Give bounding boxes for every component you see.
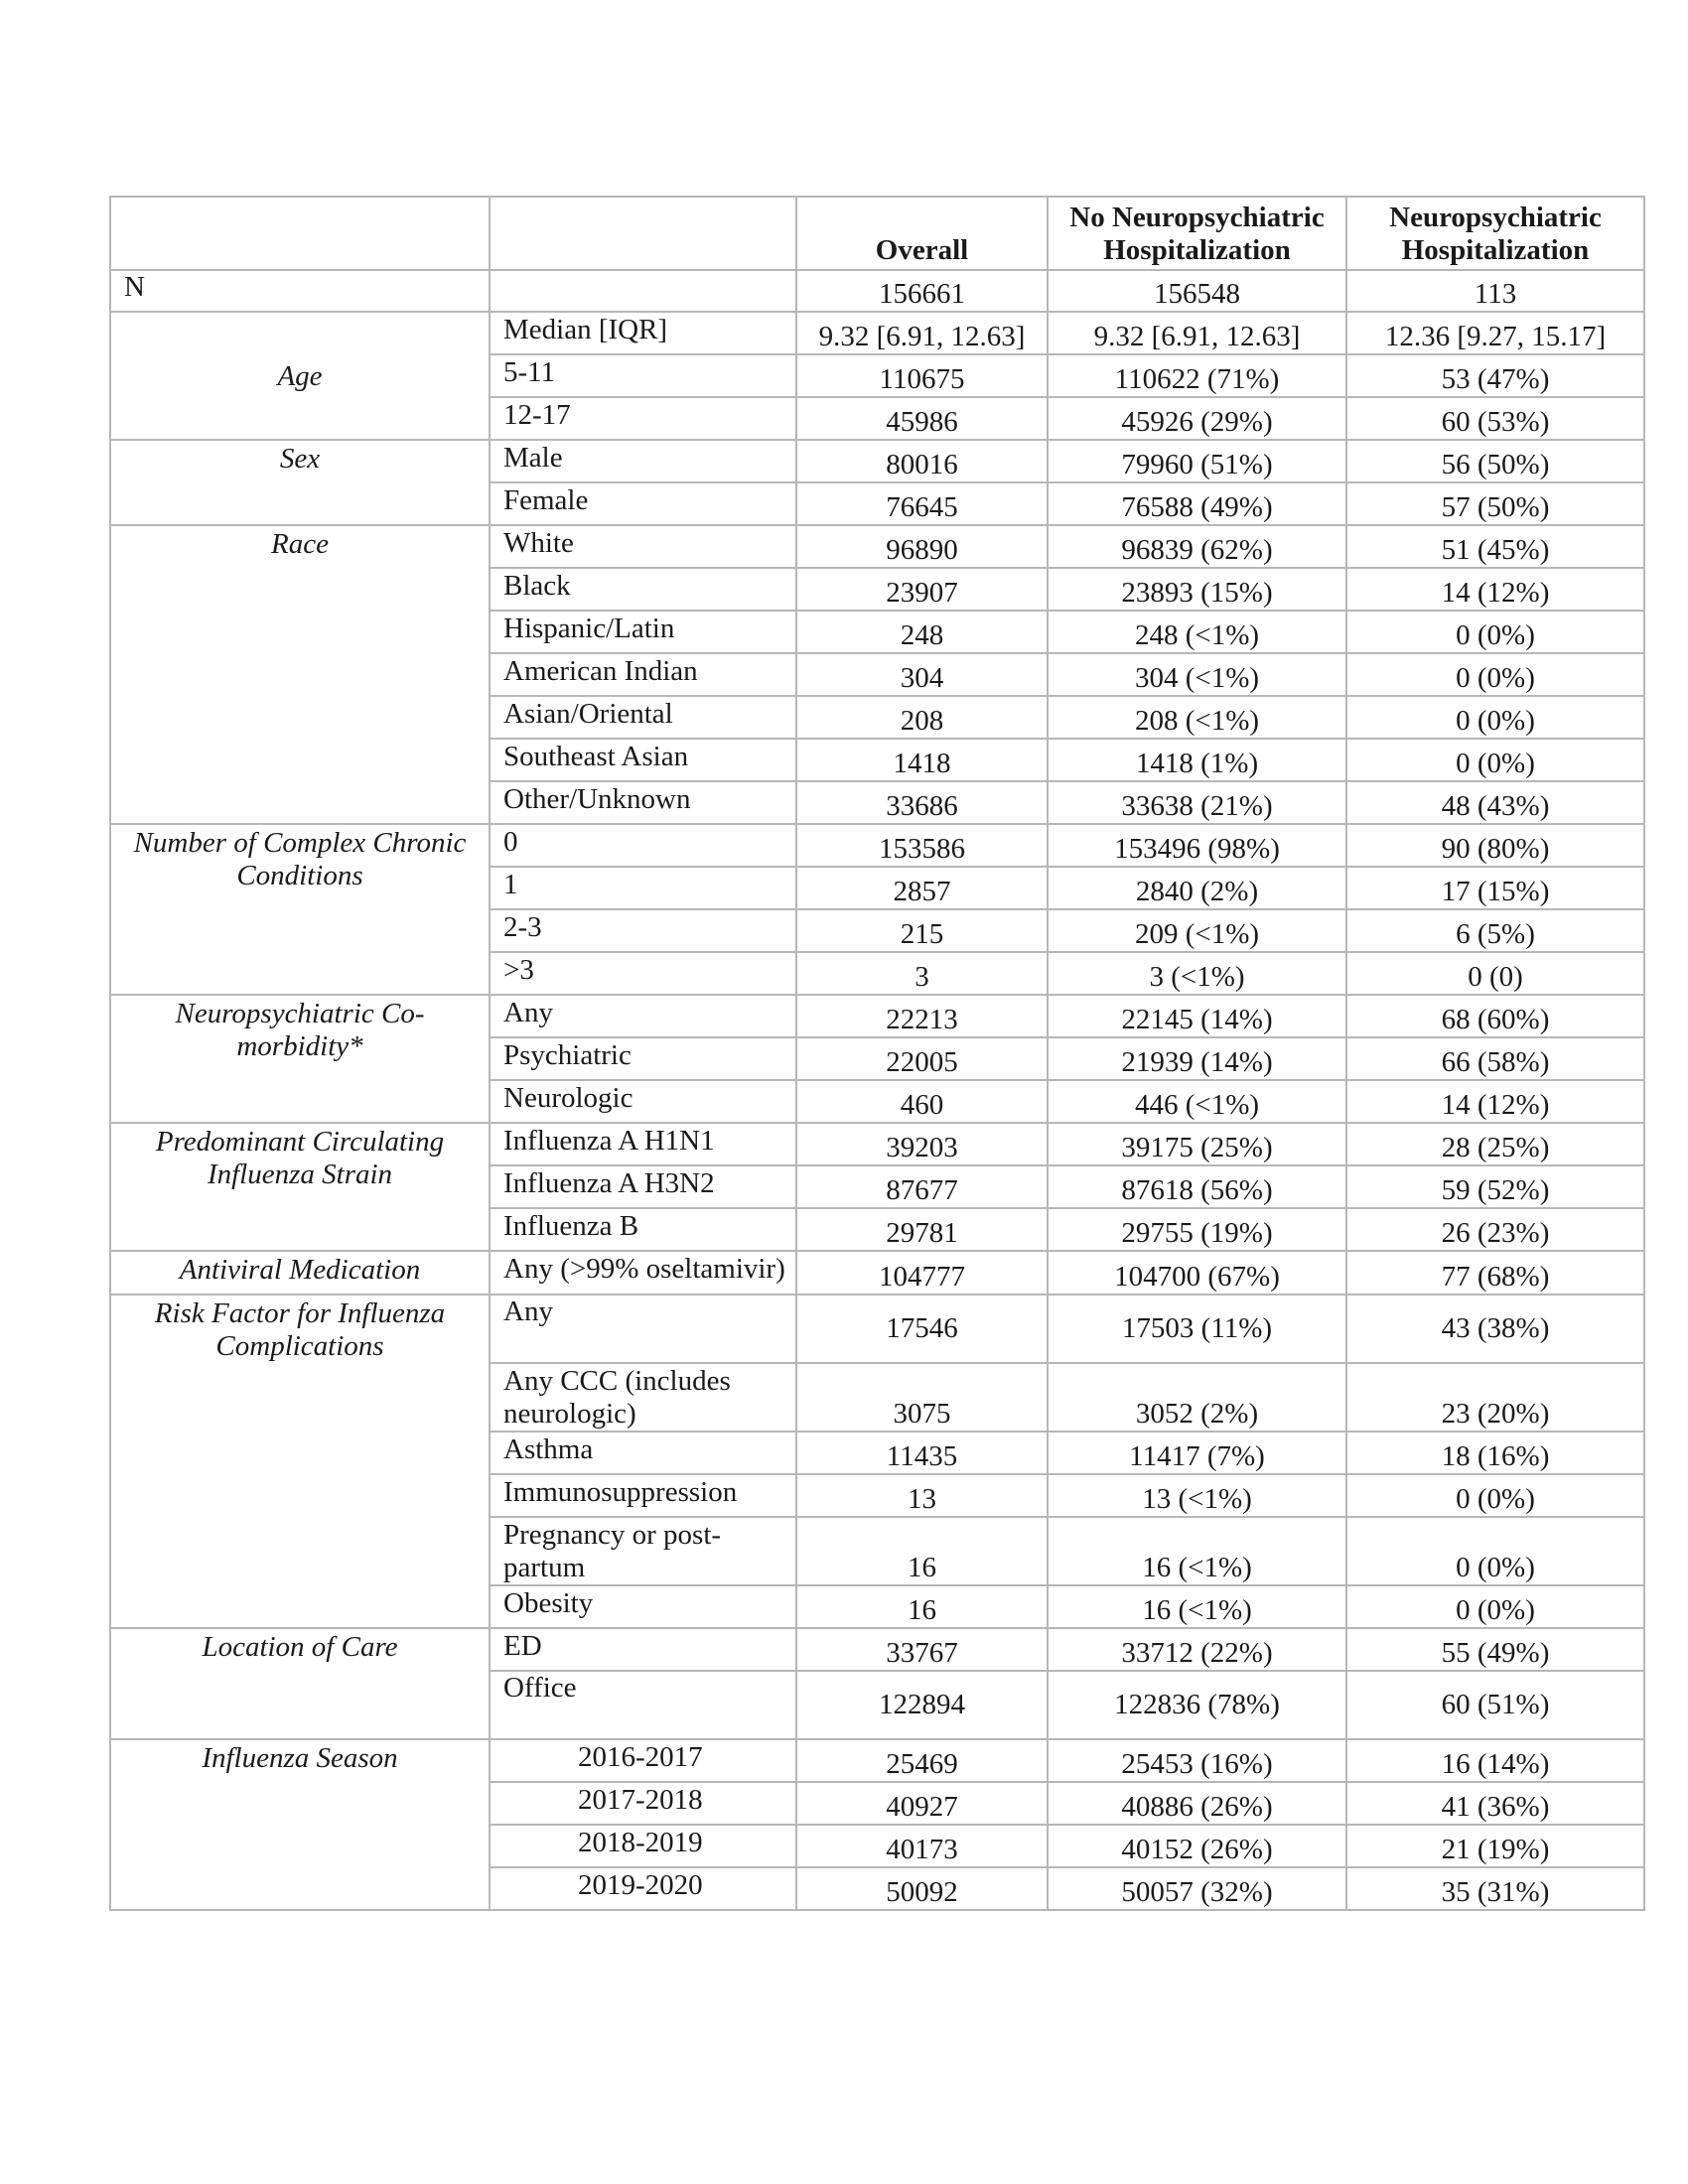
row-label: Asthma (490, 1432, 796, 1474)
cell-no-np: 33712 (22%) (1048, 1628, 1346, 1671)
cell-overall: 16 (796, 1585, 1048, 1628)
cell-np: 51 (45%) (1346, 525, 1644, 568)
cell-np: 59 (52%) (1346, 1165, 1644, 1208)
row-label: Male (490, 440, 796, 482)
row-label: Pregnancy or post-partum (490, 1517, 796, 1585)
cell-no-np: 25453 (16%) (1048, 1739, 1346, 1782)
cell-np: 12.36 [9.27, 15.17] (1346, 312, 1644, 354)
cell-overall: 16 (796, 1517, 1048, 1585)
cell-np: 0 (0%) (1346, 611, 1644, 653)
row-label: Female (490, 482, 796, 525)
header-neuropsychiatric-hospitalization: Neuropsychiatric Hospitalization (1346, 197, 1644, 270)
cell-np: 53 (47%) (1346, 354, 1644, 397)
n-blank (490, 270, 796, 312)
cell-overall: 9.32 [6.91, 12.63] (796, 312, 1048, 354)
cell-overall: 17546 (796, 1295, 1048, 1363)
cell-no-np: 248 (<1%) (1048, 611, 1346, 653)
cell-no-np: 16 (<1%) (1048, 1585, 1346, 1628)
cell-np: 16 (14%) (1346, 1739, 1644, 1782)
cell-np: 0 (0%) (1346, 739, 1644, 781)
cell-np: 18 (16%) (1346, 1432, 1644, 1474)
cell-overall: 87677 (796, 1165, 1048, 1208)
row-label: Influenza B (490, 1208, 796, 1251)
row-label: Black (490, 568, 796, 611)
cell-no-np: 1418 (1%) (1048, 739, 1346, 781)
cell-no-np: 16 (<1%) (1048, 1517, 1346, 1585)
cell-overall: 153586 (796, 824, 1048, 867)
table-row (110, 1628, 1644, 1671)
cell-np: 14 (12%) (1346, 568, 1644, 611)
row-label: >3 (490, 952, 796, 995)
row-label: Hispanic/Latin (490, 611, 796, 653)
table-row (110, 1739, 1644, 1782)
cell-np: 0 (0%) (1346, 1517, 1644, 1585)
row-label: Any (>99% oseltamivir) (490, 1251, 796, 1295)
cell-overall: 3 (796, 952, 1048, 995)
cell-np: 17 (15%) (1346, 867, 1644, 909)
cell-overall: 45986 (796, 397, 1048, 440)
cell-no-np: 23893 (15%) (1048, 568, 1346, 611)
cell-overall: 80016 (796, 440, 1048, 482)
cell-no-np: 29755 (19%) (1048, 1208, 1346, 1251)
cell-overall: 110675 (796, 354, 1048, 397)
row-label: Asian/Oriental (490, 696, 796, 739)
table-row (110, 440, 1644, 482)
header-blank-1 (110, 197, 490, 270)
cell-no-np: 304 (<1%) (1048, 653, 1346, 696)
cell-no-np: 209 (<1%) (1048, 909, 1346, 952)
table-row (110, 525, 1644, 568)
cell-overall: 304 (796, 653, 1048, 696)
cell-overall: 13 (796, 1474, 1048, 1517)
table-row (110, 312, 1644, 354)
cell-np: 57 (50%) (1346, 482, 1644, 525)
cell-no-np: 446 (<1%) (1048, 1080, 1346, 1123)
row-label: White (490, 525, 796, 568)
cell-no-np: 104700 (67%) (1048, 1251, 1346, 1295)
cell-overall: 208 (796, 696, 1048, 739)
row-label: 2017-2018 (490, 1782, 796, 1825)
cell-no-np: 21939 (14%) (1048, 1037, 1346, 1080)
cell-np: 28 (25%) (1346, 1123, 1644, 1165)
cell-overall: 50092 (796, 1867, 1048, 1910)
cell-no-np: 79960 (51%) (1048, 440, 1346, 482)
cell-overall: 39203 (796, 1123, 1048, 1165)
cell-np: 0 (0) (1346, 952, 1644, 995)
cell-np: 60 (51%) (1346, 1671, 1644, 1739)
cohort-characteristics-table (109, 196, 1645, 1911)
table-row (110, 1251, 1644, 1295)
cell-overall: 104777 (796, 1251, 1048, 1295)
table-row (110, 1295, 1644, 1363)
cell-no-np: 87618 (56%) (1048, 1165, 1346, 1208)
cell-no-np: 96839 (62%) (1048, 525, 1346, 568)
group-label-antiviral-medication: Antiviral Medication (110, 1251, 490, 1295)
cell-np: 43 (38%) (1346, 1295, 1644, 1363)
n-no-neuropsychiatric: 156548 (1048, 270, 1346, 312)
cell-np: 0 (0%) (1346, 1585, 1644, 1628)
cell-no-np: 3 (<1%) (1048, 952, 1346, 995)
cell-no-np: 13 (<1%) (1048, 1474, 1346, 1517)
cell-no-np: 110622 (71%) (1048, 354, 1346, 397)
cell-overall: 40173 (796, 1825, 1048, 1867)
row-label: 12-17 (490, 397, 796, 440)
cell-np: 77 (68%) (1346, 1251, 1644, 1295)
cell-np: 90 (80%) (1346, 824, 1644, 867)
cell-no-np: 11417 (7%) (1048, 1432, 1346, 1474)
cell-overall: 40927 (796, 1782, 1048, 1825)
table-container (109, 196, 1643, 1911)
cell-overall: 122894 (796, 1671, 1048, 1739)
cell-overall: 248 (796, 611, 1048, 653)
cell-np: 48 (43%) (1346, 781, 1644, 824)
row-label: Immunosuppression (490, 1474, 796, 1517)
row-label: Obesity (490, 1585, 796, 1628)
row-label: ED (490, 1628, 796, 1671)
cell-overall: 33686 (796, 781, 1048, 824)
row-label: 2-3 (490, 909, 796, 952)
cell-overall: 33767 (796, 1628, 1048, 1671)
n-row (110, 270, 1644, 312)
cell-np: 26 (23%) (1346, 1208, 1644, 1251)
row-label: Any CCC (includes neurologic) (490, 1363, 796, 1432)
n-label: N (110, 270, 490, 312)
cell-no-np: 122836 (78%) (1048, 1671, 1346, 1739)
row-label: 2016-2017 (490, 1739, 796, 1782)
cell-np: 0 (0%) (1346, 653, 1644, 696)
row-label: American Indian (490, 653, 796, 696)
cell-np: 55 (49%) (1346, 1628, 1644, 1671)
row-label: 5-11 (490, 354, 796, 397)
header-blank-2 (490, 197, 796, 270)
cell-no-np: 3052 (2%) (1048, 1363, 1346, 1432)
cell-np: 60 (53%) (1346, 397, 1644, 440)
cell-overall: 460 (796, 1080, 1048, 1123)
group-label-race: Race (110, 525, 490, 824)
cell-overall: 23907 (796, 568, 1048, 611)
cell-np: 23 (20%) (1346, 1363, 1644, 1432)
cell-no-np: 40152 (26%) (1048, 1825, 1346, 1867)
cell-no-np: 33638 (21%) (1048, 781, 1346, 824)
cell-no-np: 17503 (11%) (1048, 1295, 1346, 1363)
group-label-predominant-circulating-influenza-strain: Predominant Circulating Influenza Strain (110, 1123, 490, 1251)
cell-np: 56 (50%) (1346, 440, 1644, 482)
cell-overall: 2857 (796, 867, 1048, 909)
header-row (110, 197, 1644, 270)
group-label-location-of-care: Location of Care (110, 1628, 490, 1739)
cell-np: 6 (5%) (1346, 909, 1644, 952)
cell-no-np: 208 (<1%) (1048, 696, 1346, 739)
header-no-neuropsychiatric-hospitalization: No Neuropsychiatric Hospitalization (1048, 197, 1346, 270)
row-label: Any (490, 995, 796, 1037)
row-label: 0 (490, 824, 796, 867)
row-label: Influenza A H3N2 (490, 1165, 796, 1208)
cell-no-np: 50057 (32%) (1048, 1867, 1346, 1910)
cell-np: 21 (19%) (1346, 1825, 1644, 1867)
row-label: Median [IQR] (490, 312, 796, 354)
cell-no-np: 22145 (14%) (1048, 995, 1346, 1037)
cell-overall: 29781 (796, 1208, 1048, 1251)
cell-overall: 22005 (796, 1037, 1048, 1080)
cell-no-np: 9.32 [6.91, 12.63] (1048, 312, 1346, 354)
row-label: 2019-2020 (490, 1867, 796, 1910)
row-label: Any (490, 1295, 796, 1363)
cell-np: 0 (0%) (1346, 1474, 1644, 1517)
cell-no-np: 76588 (49%) (1048, 482, 1346, 525)
cell-no-np: 40886 (26%) (1048, 1782, 1346, 1825)
cell-overall: 1418 (796, 739, 1048, 781)
cell-no-np: 39175 (25%) (1048, 1123, 1346, 1165)
group-label-age: Age (110, 312, 490, 440)
cell-np: 35 (31%) (1346, 1867, 1644, 1910)
row-label: 1 (490, 867, 796, 909)
group-label-influenza-season: Influenza Season (110, 1739, 490, 1910)
row-label: Influenza A H1N1 (490, 1123, 796, 1165)
cell-np: 66 (58%) (1346, 1037, 1644, 1080)
cell-overall: 3075 (796, 1363, 1048, 1432)
row-label: Office (490, 1671, 796, 1739)
cell-no-np: 2840 (2%) (1048, 867, 1346, 909)
cell-overall: 25469 (796, 1739, 1048, 1782)
n-overall: 156661 (796, 270, 1048, 312)
group-label-sex: Sex (110, 440, 490, 525)
header-overall: Overall (796, 197, 1048, 270)
table-row (110, 995, 1644, 1037)
cell-no-np: 153496 (98%) (1048, 824, 1346, 867)
table-row (110, 824, 1644, 867)
cell-no-np: 45926 (29%) (1048, 397, 1346, 440)
cell-overall: 96890 (796, 525, 1048, 568)
cell-np: 14 (12%) (1346, 1080, 1644, 1123)
cell-np: 41 (36%) (1346, 1782, 1644, 1825)
row-label: Other/Unknown (490, 781, 796, 824)
group-label-number-of-complex-chronic-conditions: Number of Complex Chronic Conditions (110, 824, 490, 995)
cell-np: 0 (0%) (1346, 696, 1644, 739)
row-label: Psychiatric (490, 1037, 796, 1080)
table-row (110, 1123, 1644, 1165)
cell-overall: 215 (796, 909, 1048, 952)
cell-overall: 76645 (796, 482, 1048, 525)
cell-np: 68 (60%) (1346, 995, 1644, 1037)
row-label: Neurologic (490, 1080, 796, 1123)
row-label: Southeast Asian (490, 739, 796, 781)
n-neuropsychiatric: 113 (1346, 270, 1644, 312)
group-label-neuropsychiatric-co-morbidity: Neuropsychiatric Co-morbidity* (110, 995, 490, 1123)
group-label-risk-factor-for-influenza-complications: Risk Factor for Influenza Complications (110, 1295, 490, 1628)
cell-overall: 11435 (796, 1432, 1048, 1474)
cell-overall: 22213 (796, 995, 1048, 1037)
row-label: 2018-2019 (490, 1825, 796, 1867)
